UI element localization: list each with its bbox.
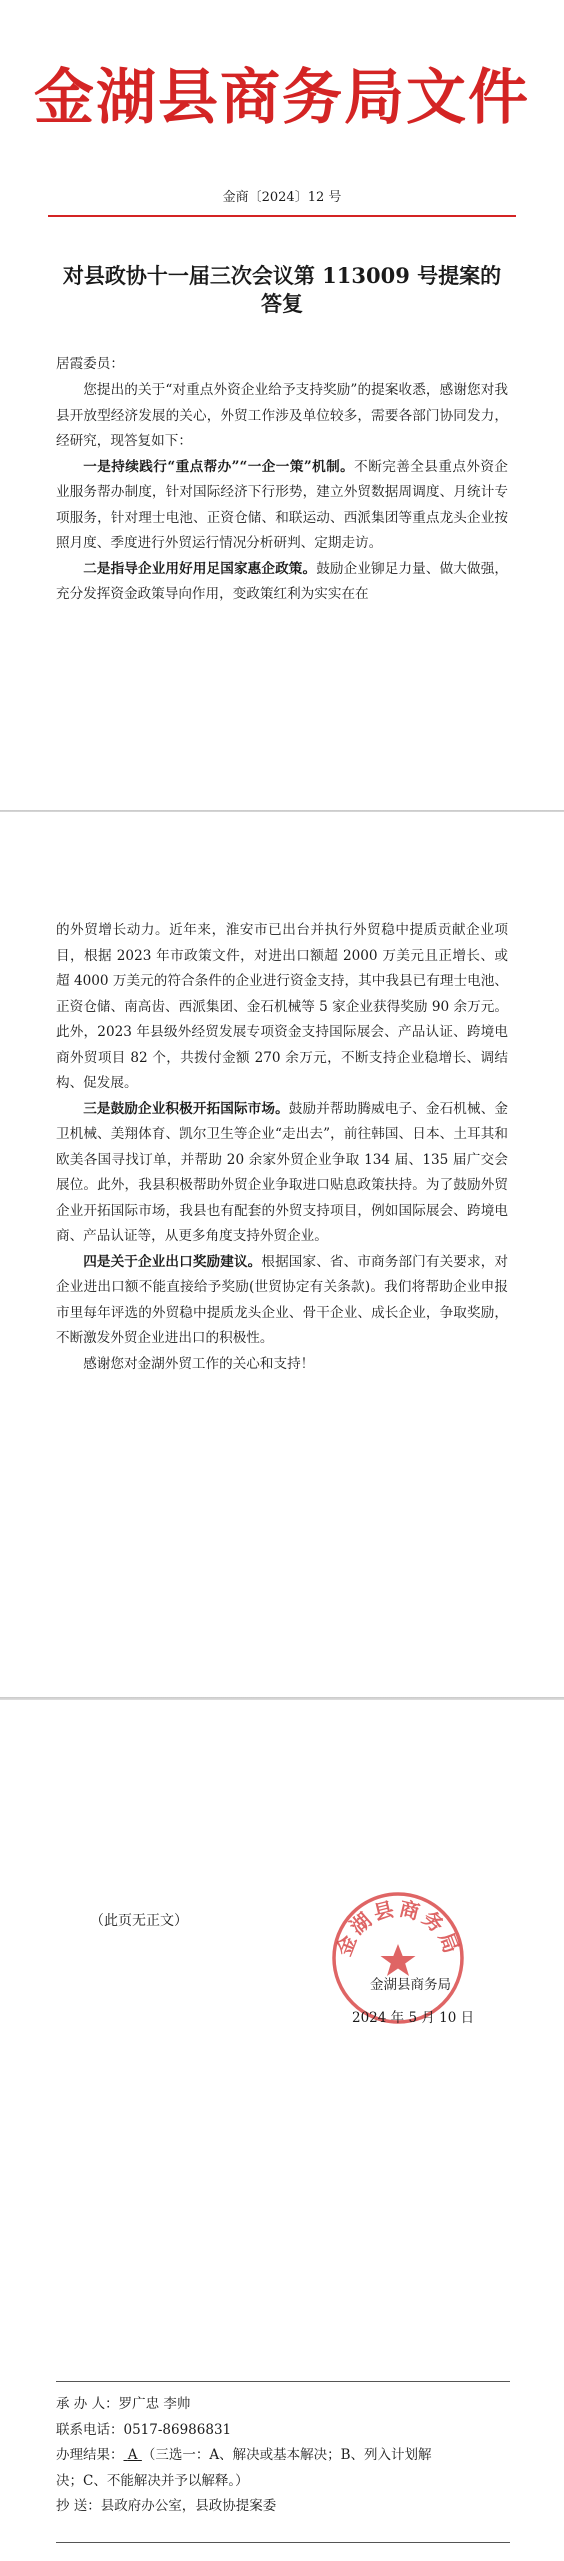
signature-organization: 金湖县商务局 — [370, 1977, 451, 1993]
document-title-line-2: 答复 — [261, 291, 303, 316]
point-3-title: 三是鼓励企业积极开拓国际市场。 — [83, 1100, 289, 1117]
body-page-2 — [56, 918, 508, 1377]
cc-value: 县政府办公室，县政协提案委 — [100, 2498, 277, 2514]
point-4-paragraph — [56, 1250, 508, 1352]
document-title — [60, 262, 504, 318]
header-divider — [48, 215, 516, 217]
signature-date: 2024 年 5 月 10 日 — [352, 2010, 475, 2026]
phone-label: 联系电话： — [56, 2421, 124, 2438]
footer-block — [56, 2392, 526, 2520]
no-text-note: （此页无正文） — [90, 1913, 188, 1929]
result-row — [56, 2443, 526, 2469]
result-options-b: 决；C、不能解决并予以解释。） — [56, 2472, 249, 2489]
point-3-paragraph — [56, 1097, 508, 1250]
cc-row — [56, 2494, 526, 2520]
document-heading: 金湖县商务局文件 — [34, 63, 530, 133]
result-label: 办理结果： — [56, 2447, 124, 2463]
seal-text: 金湖县商务局 — [331, 1896, 465, 1960]
point-1-title: 一是持续践行“重点帮办”“一企一策”机制。 — [83, 458, 355, 475]
handler-row — [56, 2392, 526, 2418]
handler-value: 罗广忠 李帅 — [118, 2396, 191, 2412]
cc-label: 抄 送： — [56, 2498, 101, 2514]
point-3-text: 鼓励并帮助腾威电子、金石机械、金卫机械、美翔体育、凯尔卫生等企业“走出去”，前往韩国、日本、土耳其和欧美各国寻找订单，并帮助 20 余家外贸企业争取 134 届、135 届广交会展位。此外，我县积极帮助外贸企业争取进口贴息政策扶持。为了鼓励外贸企业开拓国际市场，我县也有配套的外贸支持项目，例如国际展会、跨境电商、产品认证等，从更多角度支持外贸企业。 — [56, 1100, 508, 1244]
document-title-line-1: 对县政协十一届三次会议第 113009 号提案的 — [62, 263, 502, 288]
intro-paragraph: 您提出的关于“对重点外资企业给予支持奖励”的提案收悉，感谢您对我县开放型经济发展的关心，外贸工作涉及单位较多，需要各部门协同发力，经研究，现答复如下： — [56, 382, 508, 449]
point-1-text: 不断完善全县重点外资企业服务帮办制度，针对国际经济下行形势，建立外贸数据周调度、月统计专项服务，针对理士电池、正资仓储、和联运动、西派集团等重点龙头企业按照月度、季度进行外贸运行情况分析研判、定期走访。 — [56, 458, 509, 551]
point-1-paragraph — [56, 455, 508, 557]
point-4-title: 四是关于企业出口奖励建议。 — [83, 1253, 262, 1270]
point-2-title: 二是指导企业用好用足国家惠企政策。 — [83, 560, 317, 577]
point-2-continued: 的外贸增长动力。近年来，淮安市已出台并执行外贸稳中提质贡献企业项目，根据 2023 年市政策文件，对进出口额超 2000 万美元且正增长、或超 4000 万美元的符合条件的企业进行资金支持，其中我县已有理士电池、正资仓储、南高齿、西派集团、金石机械等 5 家企业获得奖励 90 余万元。此外，2023 年县级外经贸发展专项资金支持国际展会、产品认证、跨境电商外贸项目 82 个，共拨付金额 270 余万元，不断支持企业稳增长、调结构、促发展。 — [56, 922, 508, 1091]
result-options-row — [56, 2469, 526, 2495]
body-page-1 — [56, 378, 508, 608]
document-page-1 — [0, 0, 564, 810]
result-options-a: （三选一：A、解决或基本解决；B、列入计划解 — [141, 2447, 432, 2463]
document-number: 金商〔2024〕12 号 — [222, 190, 342, 205]
result-value: A — [127, 2447, 138, 2463]
footer-divider-bottom — [56, 2542, 510, 2543]
point-2-paragraph — [56, 557, 508, 608]
phone-value: 0517-86986831 — [123, 2421, 232, 2438]
point-2-text-a: 鼓励企业铆足力量、做大做强，充分发挥资金政策导向作用，变政策红利为实实在在 — [56, 560, 509, 602]
phone-row — [56, 2418, 526, 2444]
salutation-text: 居霞委员： — [56, 356, 124, 372]
footer-divider-top — [56, 2381, 510, 2382]
point-4-text: 根据国家、省、市商务部门有关要求，对企业进出口额不能直接给予奖励(世贸协定有关条款)。我们将帮助企业申报市里每年评选的外贸稳中提质龙头企业、骨干企业、成长企业，争取奖励，不断激发外贸企业进出口的积极性。 — [56, 1253, 509, 1346]
salutation — [56, 352, 508, 378]
thanks-paragraph: 感谢您对金湖外贸工作的关心和支持！ — [83, 1355, 315, 1372]
handler-label: 承 办 人： — [56, 2396, 119, 2412]
